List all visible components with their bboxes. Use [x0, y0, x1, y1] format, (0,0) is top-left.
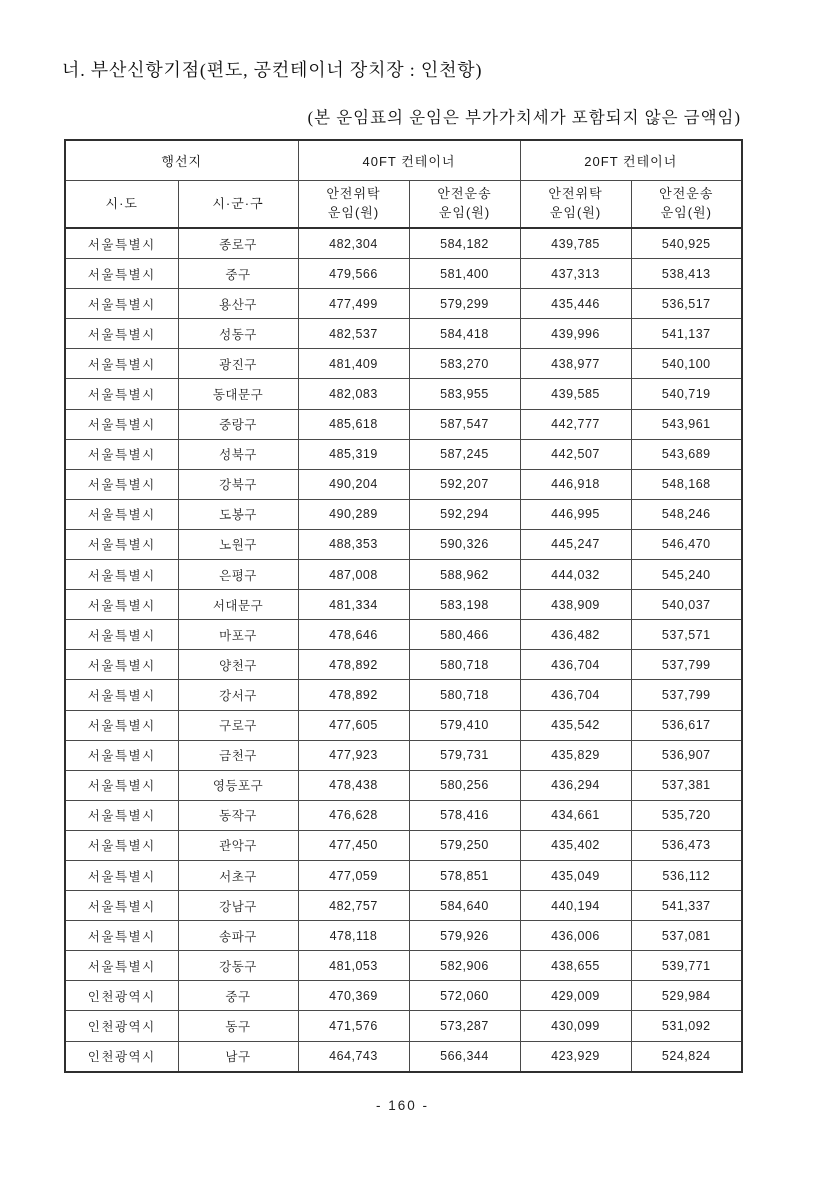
- cell-20ft-safe-transport-fare: 536,907: [631, 740, 742, 770]
- cell-sido: 서울특별시: [65, 830, 178, 860]
- cell-20ft-safe-consign-fare: 446,918: [520, 469, 631, 499]
- cell-40ft-safe-transport-fare: 584,182: [409, 228, 520, 259]
- cell-40ft-safe-consign-fare: 478,646: [298, 620, 409, 650]
- cell-sido: 서울특별시: [65, 680, 178, 710]
- table-row: [65, 860, 742, 890]
- cell-40ft-safe-consign-fare: 476,628: [298, 800, 409, 830]
- cell-40ft-safe-transport-fare: 590,326: [409, 529, 520, 559]
- cell-sigungu: 중랑구: [178, 409, 298, 439]
- cell-sigungu: 동대문구: [178, 379, 298, 409]
- table-row: [65, 469, 742, 499]
- cell-20ft-safe-transport-fare: 545,240: [631, 560, 742, 590]
- cell-40ft-safe-consign-fare: 477,499: [298, 289, 409, 319]
- cell-sigungu: 중구: [178, 259, 298, 289]
- cell-sido: 서울특별시: [65, 259, 178, 289]
- cell-20ft-safe-consign-fare: 429,009: [520, 981, 631, 1011]
- table-row: [65, 981, 742, 1011]
- fare-table: [64, 139, 743, 1073]
- table-row: [65, 710, 742, 740]
- cell-20ft-safe-consign-fare: 438,655: [520, 951, 631, 981]
- cell-40ft-safe-consign-fare: 490,204: [298, 469, 409, 499]
- table-row: [65, 439, 742, 469]
- cell-sido: 서울특별시: [65, 319, 178, 349]
- cell-sigungu: 마포구: [178, 620, 298, 650]
- cell-sigungu: 성북구: [178, 439, 298, 469]
- document-title: 너. 부산신항기점(편도, 공컨테이너 장치장 : 인천항): [62, 60, 483, 80]
- cell-40ft-safe-consign-fare: 479,566: [298, 259, 409, 289]
- cell-40ft-safe-transport-fare: 580,256: [409, 770, 520, 800]
- cell-40ft-safe-consign-fare: 481,409: [298, 349, 409, 379]
- cell-sigungu: 동작구: [178, 800, 298, 830]
- table-row: [65, 921, 742, 951]
- table-row: [65, 680, 742, 710]
- cell-sigungu: 은평구: [178, 560, 298, 590]
- cell-20ft-safe-transport-fare: 537,571: [631, 620, 742, 650]
- cell-sido: 서울특별시: [65, 951, 178, 981]
- cell-sido: 인천광역시: [65, 981, 178, 1011]
- cell-sigungu: 도봉구: [178, 499, 298, 529]
- header-sub-row: [65, 181, 742, 229]
- cell-40ft-safe-consign-fare: 478,438: [298, 770, 409, 800]
- cell-20ft-safe-consign-fare: 436,006: [520, 921, 631, 951]
- cell-20ft-safe-consign-fare: 435,049: [520, 860, 631, 890]
- table-row: [65, 228, 742, 259]
- cell-40ft-safe-transport-fare: 579,299: [409, 289, 520, 319]
- header-group-row: [65, 140, 742, 181]
- cell-sido: 서울특별시: [65, 349, 178, 379]
- cell-20ft-safe-transport-fare: 548,168: [631, 469, 742, 499]
- cell-sigungu: 노원구: [178, 529, 298, 559]
- cell-40ft-safe-transport-fare: 579,410: [409, 710, 520, 740]
- table-row: [65, 830, 742, 860]
- cell-sido: 서울특별시: [65, 740, 178, 770]
- cell-40ft-safe-consign-fare: 477,450: [298, 830, 409, 860]
- cell-20ft-safe-transport-fare: 540,100: [631, 349, 742, 379]
- table-row: [65, 1011, 742, 1041]
- cell-40ft-safe-consign-fare: 470,369: [298, 981, 409, 1011]
- cell-40ft-safe-consign-fare: 471,576: [298, 1011, 409, 1041]
- cell-sido: 서울특별시: [65, 710, 178, 740]
- fare-table-header: [65, 140, 742, 228]
- cell-sido: 서울특별시: [65, 439, 178, 469]
- cell-20ft-safe-consign-fare: 435,446: [520, 289, 631, 319]
- cell-20ft-safe-consign-fare: 423,929: [520, 1041, 631, 1072]
- cell-40ft-safe-transport-fare: 582,906: [409, 951, 520, 981]
- cell-20ft-safe-transport-fare: 540,037: [631, 590, 742, 620]
- cell-sigungu: 남구: [178, 1041, 298, 1072]
- cell-40ft-safe-consign-fare: 477,605: [298, 710, 409, 740]
- cell-20ft-safe-consign-fare: 435,542: [520, 710, 631, 740]
- cell-20ft-safe-consign-fare: 442,507: [520, 439, 631, 469]
- cell-40ft-safe-consign-fare: 477,923: [298, 740, 409, 770]
- cell-20ft-safe-transport-fare: 540,719: [631, 379, 742, 409]
- cell-sido: 서울특별시: [65, 228, 178, 259]
- cell-40ft-safe-transport-fare: 578,851: [409, 860, 520, 890]
- table-row: [65, 409, 742, 439]
- cell-sido: 서울특별시: [65, 891, 178, 921]
- cell-40ft-safe-transport-fare: 592,207: [409, 469, 520, 499]
- cell-20ft-safe-consign-fare: 439,996: [520, 319, 631, 349]
- cell-20ft-safe-consign-fare: 445,247: [520, 529, 631, 559]
- cell-sigungu: 강서구: [178, 680, 298, 710]
- cell-20ft-safe-consign-fare: 436,294: [520, 770, 631, 800]
- table-row: [65, 349, 742, 379]
- cell-40ft-safe-transport-fare: 579,250: [409, 830, 520, 860]
- cell-40ft-safe-transport-fare: 579,926: [409, 921, 520, 951]
- cell-20ft-safe-consign-fare: 434,661: [520, 800, 631, 830]
- cell-sido: 서울특별시: [65, 289, 178, 319]
- cell-20ft-safe-transport-fare: 536,112: [631, 860, 742, 890]
- table-row: [65, 379, 742, 409]
- page-number: - 160 -: [375, 1098, 430, 1113]
- cell-20ft-safe-transport-fare: 536,473: [631, 830, 742, 860]
- cell-40ft-safe-transport-fare: 581,400: [409, 259, 520, 289]
- cell-sido: 서울특별시: [65, 529, 178, 559]
- cell-40ft-safe-consign-fare: 482,537: [298, 319, 409, 349]
- cell-40ft-safe-consign-fare: 482,083: [298, 379, 409, 409]
- table-row: [65, 319, 742, 349]
- table-row: [65, 650, 742, 680]
- cell-sigungu: 서초구: [178, 860, 298, 890]
- cell-sido: 인천광역시: [65, 1011, 178, 1041]
- cell-sido: 서울특별시: [65, 499, 178, 529]
- table-row: [65, 560, 742, 590]
- cell-20ft-safe-transport-fare: 537,799: [631, 680, 742, 710]
- cell-sigungu: 양천구: [178, 650, 298, 680]
- cell-20ft-safe-consign-fare: 438,977: [520, 349, 631, 379]
- cell-40ft-safe-consign-fare: 488,353: [298, 529, 409, 559]
- header-sigungu: 시·군·구: [178, 181, 298, 229]
- table-row: [65, 590, 742, 620]
- cell-sido: 서울특별시: [65, 800, 178, 830]
- cell-sigungu: 성동구: [178, 319, 298, 349]
- cell-20ft-safe-consign-fare: 446,995: [520, 499, 631, 529]
- cell-40ft-safe-consign-fare: 485,618: [298, 409, 409, 439]
- cell-20ft-safe-transport-fare: 537,381: [631, 770, 742, 800]
- cell-40ft-safe-consign-fare: 482,304: [298, 228, 409, 259]
- table-row: [65, 620, 742, 650]
- cell-40ft-safe-consign-fare: 490,289: [298, 499, 409, 529]
- cell-20ft-safe-consign-fare: 435,402: [520, 830, 631, 860]
- table-row: [65, 1041, 742, 1072]
- cell-40ft-safe-transport-fare: 580,718: [409, 680, 520, 710]
- cell-20ft-safe-consign-fare: 438,909: [520, 590, 631, 620]
- cell-sido: 서울특별시: [65, 650, 178, 680]
- cell-40ft-safe-consign-fare: 482,757: [298, 891, 409, 921]
- cell-sigungu: 동구: [178, 1011, 298, 1041]
- table-row: [65, 770, 742, 800]
- header-destination-group: 행선지: [65, 140, 298, 181]
- cell-20ft-safe-transport-fare: 540,925: [631, 228, 742, 259]
- cell-20ft-safe-transport-fare: 524,824: [631, 1041, 742, 1072]
- cell-20ft-safe-consign-fare: 439,585: [520, 379, 631, 409]
- cell-20ft-safe-transport-fare: 529,984: [631, 981, 742, 1011]
- cell-40ft-safe-consign-fare: 478,892: [298, 650, 409, 680]
- cell-sigungu: 용산구: [178, 289, 298, 319]
- cell-sido: 인천광역시: [65, 1041, 178, 1072]
- header-20ft-safe-transport-fare: 안전운송 운임(원): [631, 181, 742, 229]
- cell-40ft-safe-consign-fare: 487,008: [298, 560, 409, 590]
- cell-40ft-safe-transport-fare: 573,287: [409, 1011, 520, 1041]
- header-40ft-container-group: 40FT 컨테이너: [298, 140, 520, 181]
- cell-sido: 서울특별시: [65, 469, 178, 499]
- cell-sido: 서울특별시: [65, 590, 178, 620]
- cell-20ft-safe-consign-fare: 435,829: [520, 740, 631, 770]
- cell-20ft-safe-consign-fare: 442,777: [520, 409, 631, 439]
- cell-20ft-safe-transport-fare: 536,517: [631, 289, 742, 319]
- cell-sido: 서울특별시: [65, 379, 178, 409]
- cell-20ft-safe-transport-fare: 546,470: [631, 529, 742, 559]
- cell-sigungu: 구로구: [178, 710, 298, 740]
- cell-sigungu: 강동구: [178, 951, 298, 981]
- cell-40ft-safe-transport-fare: 584,418: [409, 319, 520, 349]
- cell-20ft-safe-transport-fare: 541,137: [631, 319, 742, 349]
- cell-40ft-safe-consign-fare: 478,892: [298, 680, 409, 710]
- cell-40ft-safe-transport-fare: 588,962: [409, 560, 520, 590]
- cell-sido: 서울특별시: [65, 770, 178, 800]
- table-row: [65, 499, 742, 529]
- cell-20ft-safe-transport-fare: 537,799: [631, 650, 742, 680]
- cell-40ft-safe-transport-fare: 583,955: [409, 379, 520, 409]
- cell-sigungu: 종로구: [178, 228, 298, 259]
- cell-20ft-safe-consign-fare: 436,704: [520, 680, 631, 710]
- cell-20ft-safe-transport-fare: 543,961: [631, 409, 742, 439]
- cell-40ft-safe-transport-fare: 578,416: [409, 800, 520, 830]
- cell-20ft-safe-transport-fare: 538,413: [631, 259, 742, 289]
- cell-20ft-safe-transport-fare: 539,771: [631, 951, 742, 981]
- cell-40ft-safe-consign-fare: 477,059: [298, 860, 409, 890]
- cell-40ft-safe-transport-fare: 583,198: [409, 590, 520, 620]
- cell-40ft-safe-transport-fare: 572,060: [409, 981, 520, 1011]
- cell-sigungu: 금천구: [178, 740, 298, 770]
- cell-sido: 서울특별시: [65, 860, 178, 890]
- cell-40ft-safe-consign-fare: 485,319: [298, 439, 409, 469]
- table-row: [65, 800, 742, 830]
- cell-40ft-safe-transport-fare: 579,731: [409, 740, 520, 770]
- cell-20ft-safe-transport-fare: 531,092: [631, 1011, 742, 1041]
- header-40ft-safe-transport-fare: 안전운송 운임(원): [409, 181, 520, 229]
- header-20ft-safe-consign-fare: 안전위탁 운임(원): [520, 181, 631, 229]
- cell-20ft-safe-transport-fare: 535,720: [631, 800, 742, 830]
- header-sido: 시·도: [65, 181, 178, 229]
- header-20ft-container-group: 20FT 컨테이너: [520, 140, 742, 181]
- cell-sigungu: 영등포구: [178, 770, 298, 800]
- cell-40ft-safe-transport-fare: 587,245: [409, 439, 520, 469]
- cell-40ft-safe-consign-fare: 481,334: [298, 590, 409, 620]
- fare-table-body: [65, 228, 742, 1072]
- table-row: [65, 529, 742, 559]
- cell-20ft-safe-consign-fare: 430,099: [520, 1011, 631, 1041]
- cell-20ft-safe-transport-fare: 543,689: [631, 439, 742, 469]
- cell-40ft-safe-transport-fare: 592,294: [409, 499, 520, 529]
- cell-sigungu: 강남구: [178, 891, 298, 921]
- cell-20ft-safe-transport-fare: 536,617: [631, 710, 742, 740]
- cell-sido: 서울특별시: [65, 560, 178, 590]
- cell-sigungu: 송파구: [178, 921, 298, 951]
- cell-20ft-safe-transport-fare: 548,246: [631, 499, 742, 529]
- cell-40ft-safe-transport-fare: 580,718: [409, 650, 520, 680]
- table-row: [65, 289, 742, 319]
- table-row: [65, 891, 742, 921]
- table-row: [65, 259, 742, 289]
- cell-20ft-safe-consign-fare: 436,482: [520, 620, 631, 650]
- cell-40ft-safe-transport-fare: 584,640: [409, 891, 520, 921]
- cell-sido: 서울특별시: [65, 409, 178, 439]
- cell-sigungu: 서대문구: [178, 590, 298, 620]
- cell-20ft-safe-consign-fare: 440,194: [520, 891, 631, 921]
- cell-sigungu: 중구: [178, 981, 298, 1011]
- vat-exclusion-note: (본 운임표의 운임은 부가가치세가 포함되지 않은 금액임): [307, 108, 741, 127]
- cell-20ft-safe-consign-fare: 437,313: [520, 259, 631, 289]
- table-row: [65, 951, 742, 981]
- cell-20ft-safe-consign-fare: 436,704: [520, 650, 631, 680]
- cell-sigungu: 관악구: [178, 830, 298, 860]
- cell-40ft-safe-consign-fare: 464,743: [298, 1041, 409, 1072]
- cell-20ft-safe-transport-fare: 537,081: [631, 921, 742, 951]
- header-40ft-safe-consign-fare: 안전위탁 운임(원): [298, 181, 409, 229]
- cell-40ft-safe-transport-fare: 580,466: [409, 620, 520, 650]
- cell-sigungu: 광진구: [178, 349, 298, 379]
- cell-sido: 서울특별시: [65, 620, 178, 650]
- cell-40ft-safe-transport-fare: 587,547: [409, 409, 520, 439]
- cell-20ft-safe-consign-fare: 444,032: [520, 560, 631, 590]
- cell-20ft-safe-consign-fare: 439,785: [520, 228, 631, 259]
- cell-40ft-safe-transport-fare: 583,270: [409, 349, 520, 379]
- cell-sigungu: 강북구: [178, 469, 298, 499]
- cell-40ft-safe-consign-fare: 478,118: [298, 921, 409, 951]
- cell-40ft-safe-transport-fare: 566,344: [409, 1041, 520, 1072]
- table-row: [65, 740, 742, 770]
- cell-20ft-safe-transport-fare: 541,337: [631, 891, 742, 921]
- cell-sido: 서울특별시: [65, 921, 178, 951]
- cell-40ft-safe-consign-fare: 481,053: [298, 951, 409, 981]
